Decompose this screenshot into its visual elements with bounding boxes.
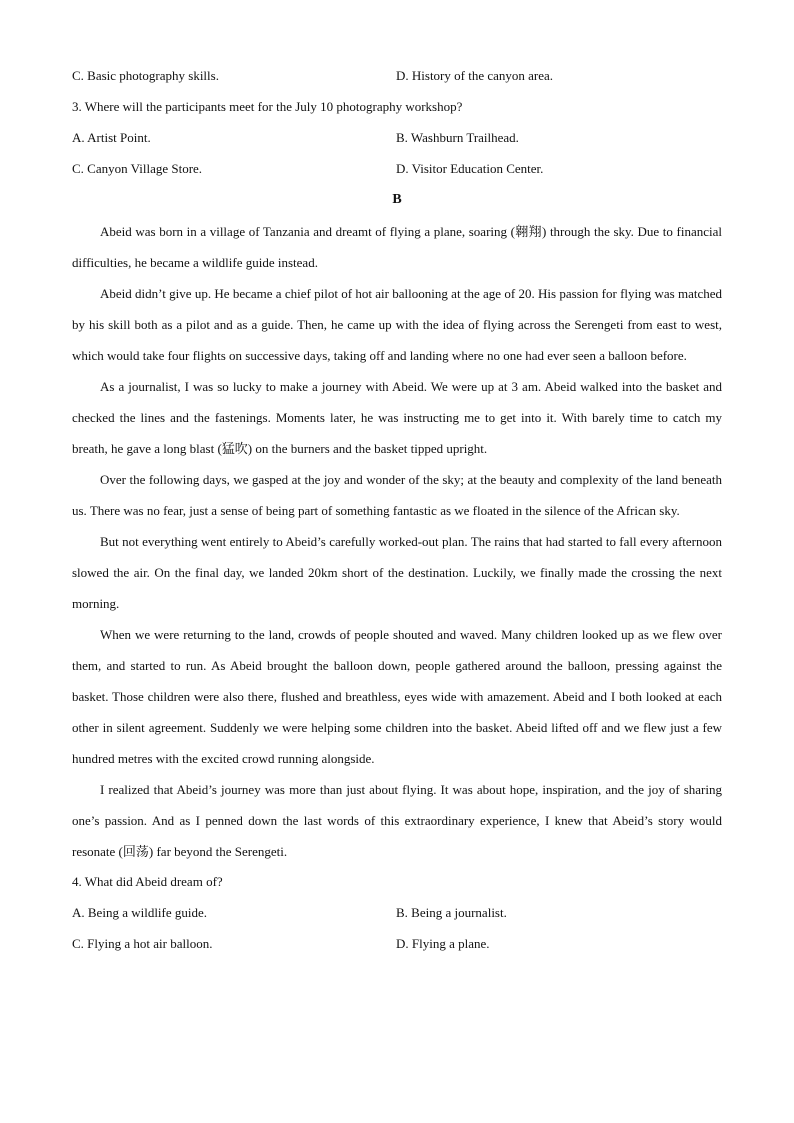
q3-options-row-cd [72, 159, 722, 190]
section-b-title: B [392, 192, 402, 207]
q2-options-row-cd [72, 66, 722, 97]
passage-paragraph-1: Abeid was born in a village of Tanzania and dreamt of flying a plane, soaring (翱翔) through the sky. Due to financial difficulties, he became a wildlife guide instead. [72, 224, 722, 270]
q4-option-c: C. Flying a hot air balloon. [72, 936, 213, 951]
passage-paragraph-3: As a journalist, I was so lucky to make a journey with Abeid. We were up at 3 am. Abeid walked into the basket and checked the lines and the fastenings. Moments later, he was instructing me to get into it. With barely time to catch my breath, he gave a long blast (猛吹) on the burners and the basket tipped upright. [72, 379, 722, 456]
q2-option-c: C. Basic photography skills. [72, 68, 219, 83]
q4-options-row-ab [72, 903, 722, 934]
passage-paragraph-2: Abeid didn’t give up. He became a chief pilot of hot air ballooning at the age of 20. His passion for flying was matched by his skill both as a pilot and as a guide. Then, he came up with the idea of flying across the Serengeti from east to west, which would take four flights on successive days, taking off and landing where no one had ever seen a balloon before. [72, 286, 722, 363]
q4-option-b: B. Being a journalist. [396, 905, 507, 920]
passage-paragraph-5: But not everything went entirely to Abeid’s carefully worked-out plan. The rains that had started to fall every afternoon slowed the air. On the final day, we landed 20km short of the destination. Luckily, we finally made the crossing the next morning. [72, 534, 722, 611]
q3-option-a: A. Artist Point. [72, 130, 151, 145]
q4-option-d: D. Flying a plane. [396, 936, 490, 951]
q4-question: 4. What did Abeid dream of? [72, 874, 223, 889]
passage-paragraph-4: Over the following days, we gasped at the joy and wonder of the sky; at the beauty and complexity of the land beneath us. There was no fear, just a sense of being part of something fantastic as we floated in the silence of the African sky. [72, 472, 722, 518]
q3-question: 3. Where will the participants meet for the July 10 photography workshop? [72, 99, 463, 114]
q3-option-c: C. Canyon Village Store. [72, 161, 203, 176]
q4-option-a: A. Being a wildlife guide. [72, 905, 208, 920]
q2-option-d: D. History of the canyon area. [396, 68, 554, 83]
passage-paragraph-6: When we were returning to the land, crowds of people shouted and waved. Many children looked up as we flew over them, and started to run. As Abeid brought the balloon down, people gathered around the balloon, pressing against the basket. Those children were also there, flushed and breathless, eyes wide with amazement. Abeid and I both looked at each other in silent agreement. Suddenly we were helping some children into the basket. Abeid lifted off and we flew just a few hundred metres with the excited crowd running alongside. [72, 627, 722, 766]
q3-options-row-ab [72, 128, 722, 159]
worksheet-page [72, 66, 722, 965]
passage-paragraph-7: I realized that Abeid’s journey was more than just about flying. It was about hope, inspiration, and the joy of sharing one’s passion. And as I penned down the last words of this extraordinary experience, I knew that Abeid’s story would resonate (回荡) far beyond the Serengeti. [72, 782, 722, 859]
q4-options-row-cd [72, 934, 722, 965]
section-b-passage [72, 216, 722, 867]
q3-option-d: D. Visitor Education Center. [396, 161, 544, 176]
q3-option-b: B. Washburn Trailhead. [396, 130, 519, 145]
